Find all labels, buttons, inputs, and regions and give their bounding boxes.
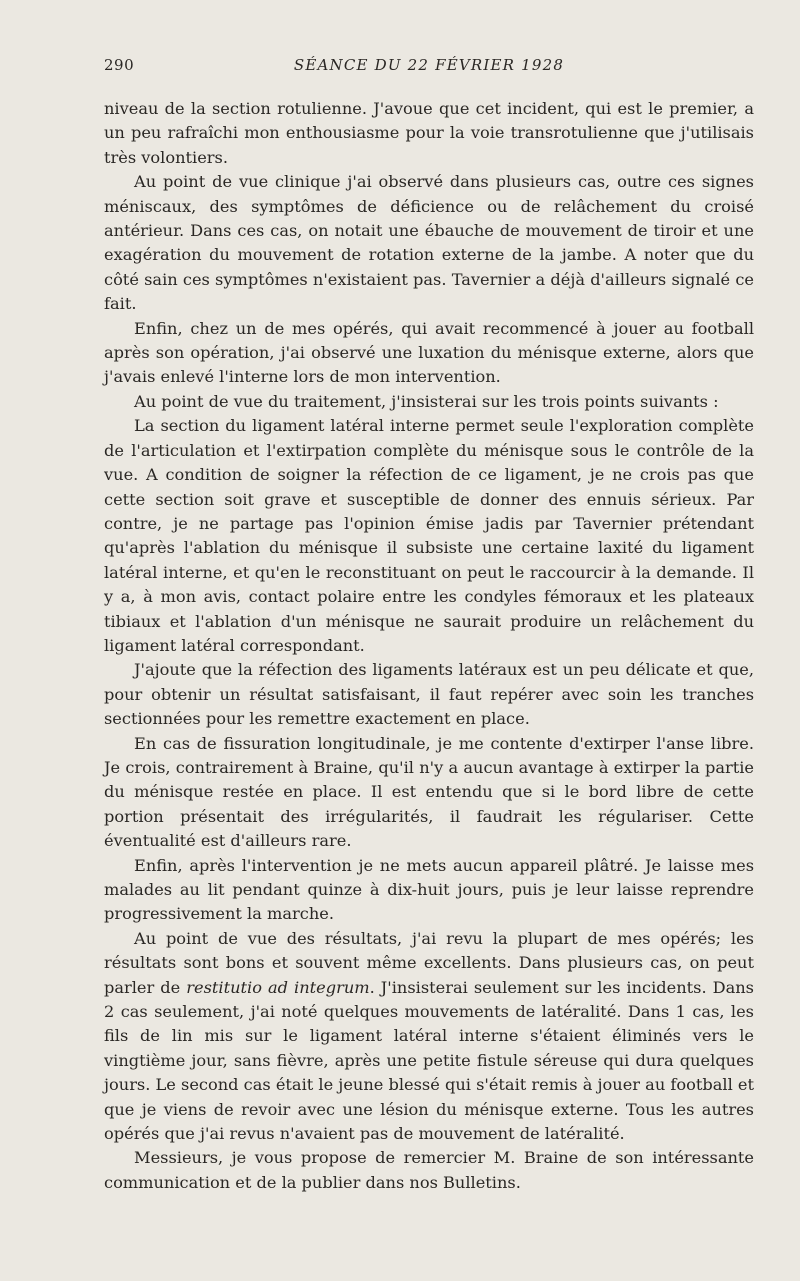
paragraph-conclusion: Messieurs, je vous propose de remercier M. Braine de son intéressante communication et de la publier dans nos Bulletins. — [104, 1148, 754, 1192]
paragraph-continuation: niveau de la section rotulienne. J'avoue que cet incident, qui est le premier, a un peu rafraîchi mon enthousiasme pour la voie transrotulienne que j'utilisais très volontiers. — [104, 99, 754, 167]
paragraph-results — [104, 927, 754, 1147]
results-latin-phrase: restitutio ad integrum — [186, 977, 370, 997]
paragraph-fissuration: En cas de fissuration longitudinale, je me contente d'extirper l'anse libre. Je crois, contrairement à Braine, qu'il n'y a aucun avantage à extirper la partie du ménisque restée en place. Il est entendu que si le bord libre de cette portion présentait des irrégularités, il faudrait les régulariser. Cette éventualité est d'ailleurs rare. — [104, 733, 754, 851]
body-text — [104, 97, 754, 1195]
paragraph-luxation-case: Enfin, chez un de mes opérés, qui avait recommencé à jouer au football après son opération, j'ai observé une luxation du ménisque externe, alors que j'avais enlevé l'interne lors de mon intervention. — [104, 318, 754, 387]
page-header — [104, 56, 754, 80]
results-text-before: Au point de vue des résultats, j'ai revu la plupart de mes opérés; les résultats sont bons et souvent même excellents. Dans plusieurs cas, on peut parler de — [104, 928, 754, 997]
paragraph-treatment-intro: Au point de vue du traitement, j'insisterai sur les trois points suivants : — [134, 391, 719, 411]
paragraph-clinical-observations: Au point de vue clinique j'ai observé dans plusieurs cas, outre ces signes méniscaux, des symptômes de déficience ou de relâchement du croisé antérieur. Dans ces cas, on notait une ébauche de mouvement de tiroir et une exagération du mouvement de rotation externe de la jambe. A noter que du côté sain ces symptômes n'existaient pas. Tavernier a déjà d'ailleurs signalé ce fait. — [104, 172, 754, 314]
paragraph-ligament-section: La section du ligament latéral interne permet seule l'exploration complète de l'articulation et l'extirpation complète du ménisque sous le contrôle de la vue. A condition de soigner la réfection de ce ligament, je ne crois pas que cette section soit grave et susceptible de donner des ennuis sérieux. Par contre, je ne partage pas l'opinion émise jadis par Tavernier prétendant qu'après l'ablation du ménisque il subsiste une certaine laxité du ligament latéral interne, et qu'en le reconstituant on peut le raccourcir à la demande. Il y a, à mon avis, contact polaire entre les condyles fémoraux et les plateaux tibiaux et l'ablation d'un ménisque ne saurait produire un relâchement du ligament latéral correspondant. — [104, 416, 754, 655]
running-head: SÉANCE DU 22 FÉVRIER 1928 — [293, 56, 565, 74]
results-text-after: . J'insisterai seulement sur les incidents. Dans 2 cas seulement, j'ai noté quelques mouvements de latéralité. Dans 1 cas, les fils de lin mis sur le ligament latéral interne s'étaient éliminés vers le vingtième jour, sans fièvre, après une petite fistule séreuse qui dura quelques jours. Le second cas était le jeune blessé qui s'était remis à jouer au football et que je viens de revoir avec une lésion du ménisque externe. Tous les autres opérés que j'ai revus n'avaient pas de mouvement de latéralité. — [104, 977, 754, 1144]
paragraph-post-op: Enfin, après l'intervention je ne mets aucun appareil plâtré. Je laisse mes malades au lit pendant quinze à dix-huit jours, puis je leur laisse reprendre progressivement la marche. — [104, 855, 754, 924]
paragraph-ligament-repair: J'ajoute que la réfection des ligaments latéraux est un peu délicate et que, pour obtenir un résultat satisfaisant, il faut repérer avec soin les tranches sectionnées pour les remettre exactement en place. — [104, 660, 754, 729]
page-number: 290 — [104, 56, 135, 74]
